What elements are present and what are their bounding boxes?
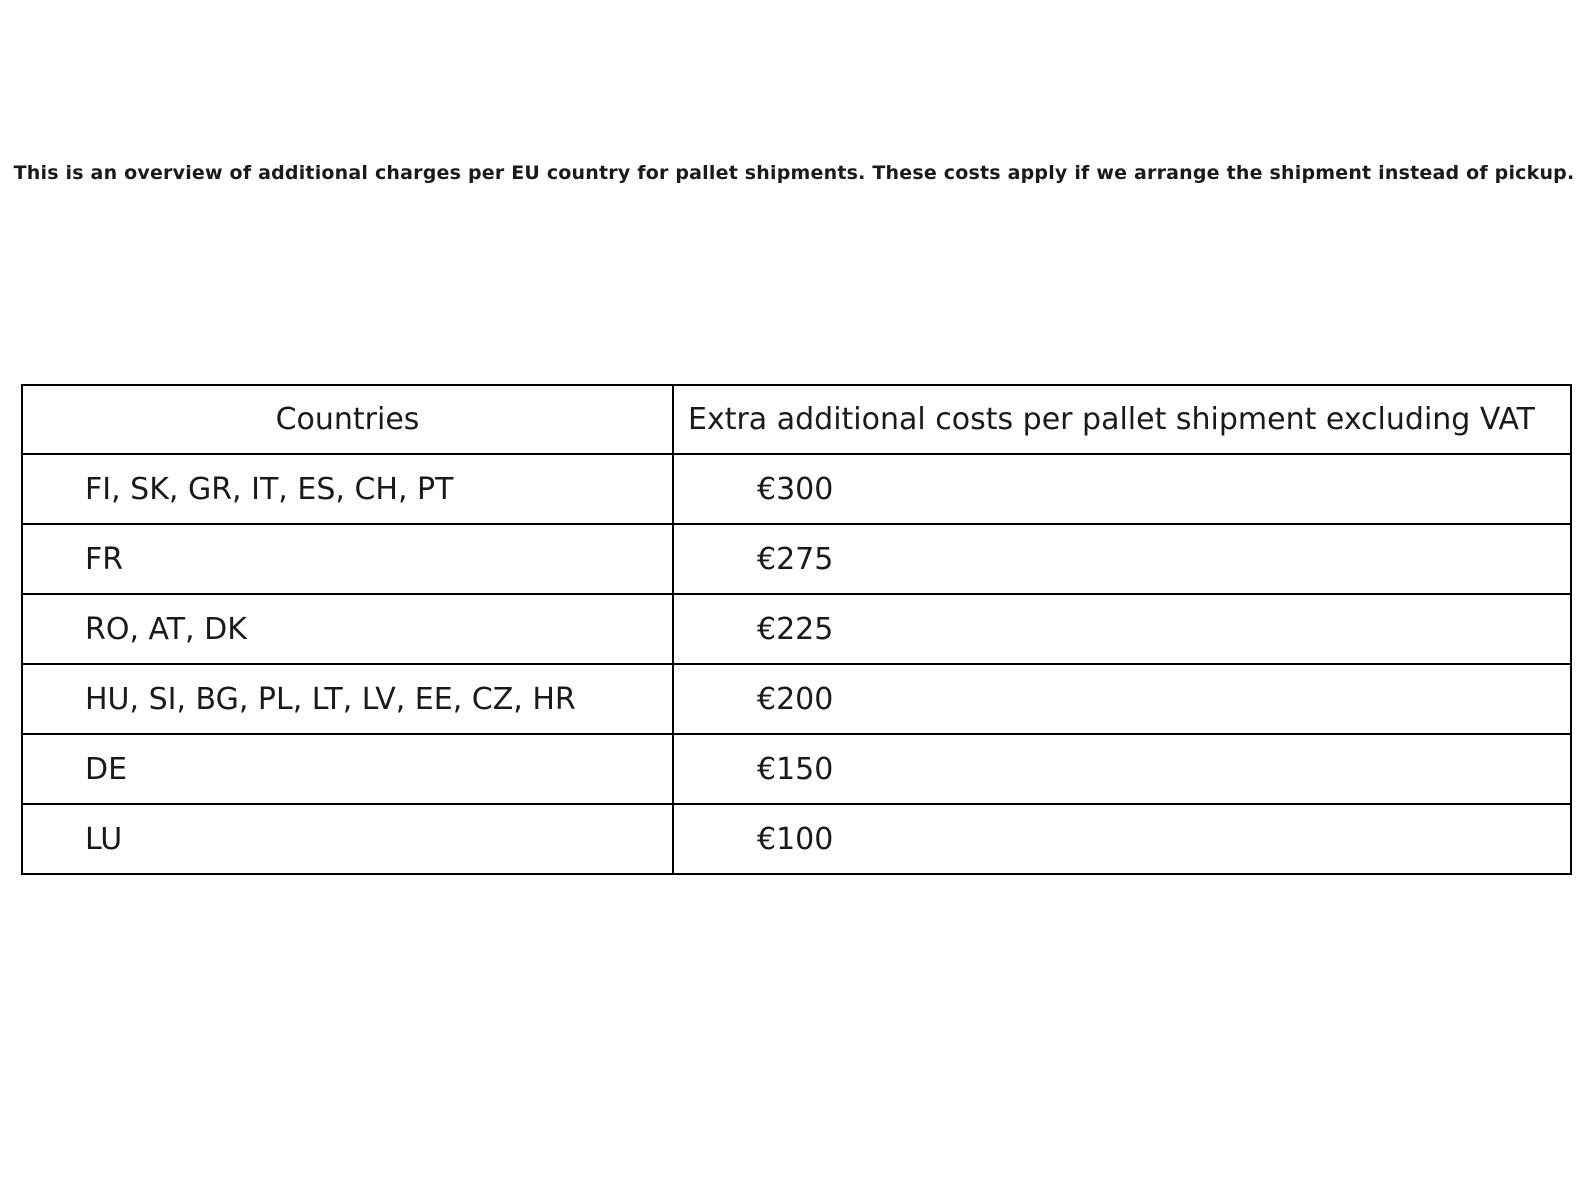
countries-cell: FR bbox=[22, 524, 673, 594]
table-row bbox=[22, 454, 1571, 524]
table-row bbox=[22, 524, 1571, 594]
countries-cell: DE bbox=[22, 734, 673, 804]
costs-column-header: Extra additional costs per pallet shipment excluding VAT bbox=[673, 385, 1571, 454]
table-row bbox=[22, 664, 1571, 734]
cost-cell: €300 bbox=[673, 454, 1571, 524]
intro-text: This is an overview of additional charges per EU country for pallet shipments. These costs apply if we arrange the shipment instead of pickup. bbox=[13, 162, 1575, 184]
table-row bbox=[22, 804, 1571, 874]
cost-cell: €225 bbox=[673, 594, 1571, 664]
table-header-row bbox=[22, 385, 1571, 454]
countries-cell: RO, AT, DK bbox=[22, 594, 673, 664]
cost-cell: €150 bbox=[673, 734, 1571, 804]
cost-cell: €275 bbox=[673, 524, 1571, 594]
charges-table bbox=[21, 384, 1572, 875]
countries-cell: FI, SK, GR, IT, ES, CH, PT bbox=[22, 454, 673, 524]
cost-cell: €200 bbox=[673, 664, 1571, 734]
countries-column-header: Countries bbox=[22, 385, 673, 454]
cost-cell: €100 bbox=[673, 804, 1571, 874]
countries-cell: HU, SI, BG, PL, LT, LV, EE, CZ, HR bbox=[22, 664, 673, 734]
countries-cell: LU bbox=[22, 804, 673, 874]
table-row bbox=[22, 594, 1571, 664]
table-row bbox=[22, 734, 1571, 804]
